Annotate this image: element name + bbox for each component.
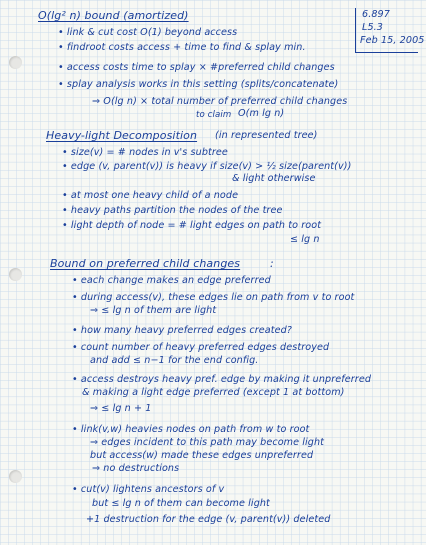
lecture-date: Feb 15, 2005 (360, 35, 425, 46)
note-line: • heavy paths partition the nodes of the tree (62, 205, 283, 216)
note-line: • findroot costs access + time to find & splay min. (58, 42, 306, 53)
note-line: & making a light edge preferred (except 1 at bottom) (82, 387, 345, 398)
note-line: • splay analysis works in this setting (splits/concatenate) (58, 79, 339, 90)
note-line: • size(v) = # nodes in v's subtree (62, 147, 228, 158)
note-line: • edge (v, parent(v)) is heavy if size(v) > ½ size(parent(v)) (62, 161, 352, 172)
note-line: & light otherwise (232, 173, 316, 184)
note-line: +1 destruction for the edge (v, parent(v)) deleted (86, 514, 331, 525)
note-line: • cut(v) lightens ancestors of v (72, 484, 225, 495)
section-title-note: (in represented tree) (215, 130, 318, 141)
section-title-preferred-child: Bound on preferred child changes (50, 257, 241, 270)
note-line: • each change makes an edge preferred (72, 275, 271, 286)
note-line: • link(v,w) heavies nodes on path from w to root (72, 424, 310, 435)
lecture-number: L5.3 (362, 22, 384, 33)
section-title-bound: O(lg² n) bound (amortized) (38, 9, 189, 22)
note-line: ⇒ edges incident to this path may become light (90, 437, 325, 448)
note-line: • link & cut cost O(1) beyond access (58, 27, 238, 38)
note-line: • how many heavy preferred edges created? (72, 325, 292, 336)
note-line: • access destroys heavy pref. edge by making it unpreferred (72, 374, 372, 385)
section-title-colon: : (270, 257, 274, 270)
note-line: • access costs time to splay × #preferred child changes (58, 62, 335, 73)
note-line: • light depth of node = # light edges on path to root (62, 220, 322, 231)
note-line: ⇒ ≤ lg n of them are light (90, 305, 217, 316)
header-box (355, 8, 425, 53)
note-annotation: O(m lg n) (238, 108, 285, 119)
section-title-heavy-light: Heavy-light Decomposition (46, 129, 198, 142)
note-line: ≤ lg n (290, 234, 320, 245)
note-line: ⇒ no destructions (92, 463, 180, 474)
note-line: but ≤ lg n of them can become light (92, 498, 270, 509)
binder-hole (9, 56, 22, 69)
note-line: • at most one heavy child of a node (62, 190, 239, 201)
note-line: • during access(v), these edges lie on path from v to root (72, 292, 355, 303)
note-line: ⇒ ≤ lg n + 1 (90, 403, 152, 414)
binder-hole (9, 268, 22, 281)
note-line: but access(w) made these edges unpreferred (90, 450, 314, 461)
note-line: ⇒ O(lg n) × total number of preferred child changes (92, 96, 348, 107)
binder-hole (9, 470, 22, 483)
note-line: • count number of heavy preferred edges destroyed (72, 342, 330, 353)
note-line: and add ≤ n−1 for the end config. (90, 355, 259, 366)
note-annotation-prefix: to claim (196, 110, 232, 120)
course-number: 6.897 (362, 9, 390, 20)
